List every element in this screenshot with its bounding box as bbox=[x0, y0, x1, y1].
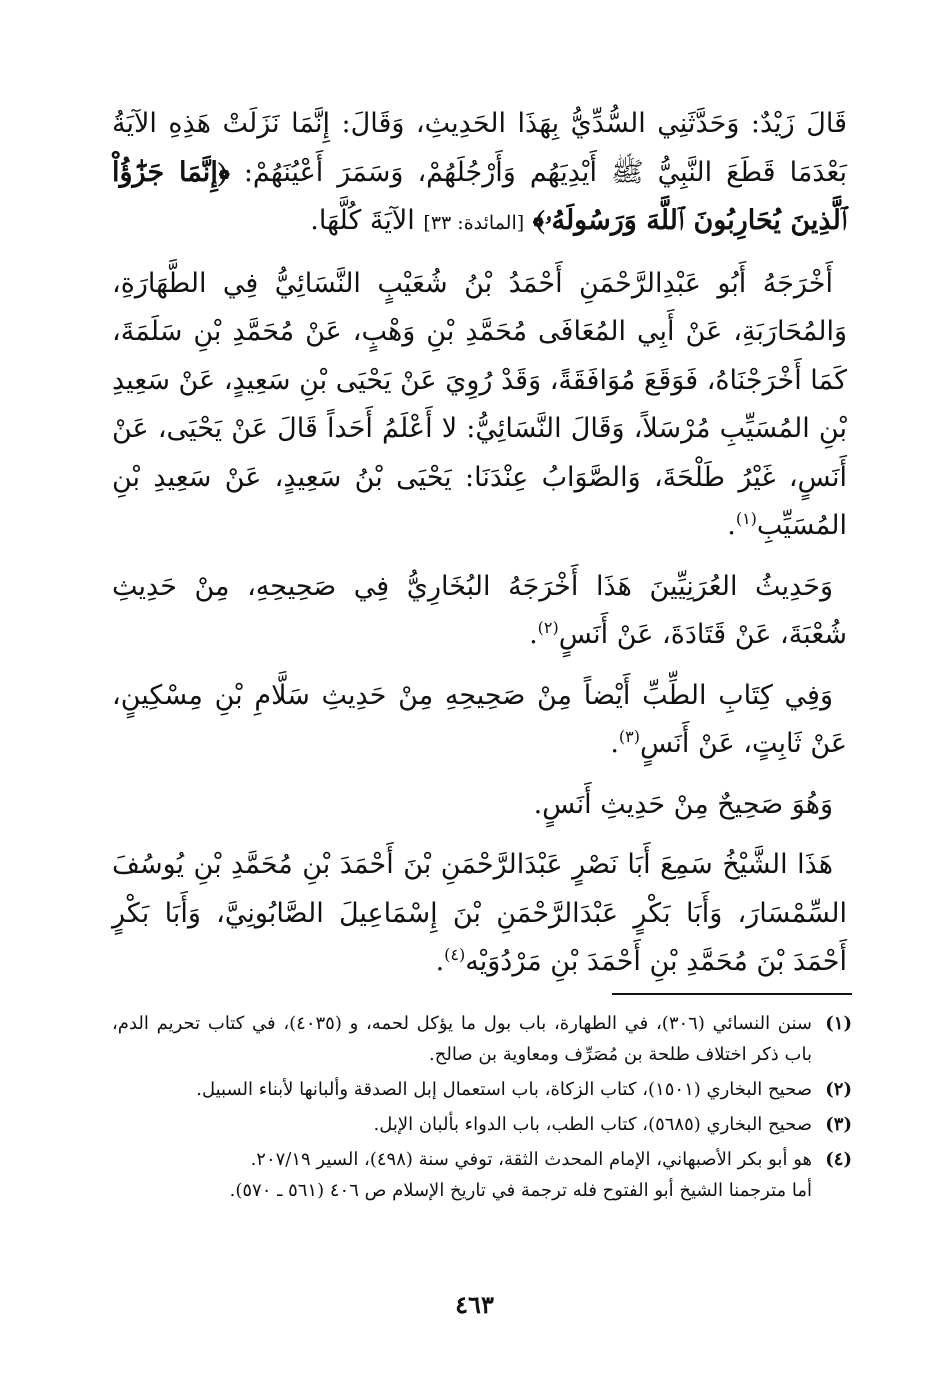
paragraph-5-text: وَهُوَ صَحِيحٌ مِنْ حَدِيثِ أَنَسٍ. bbox=[533, 788, 833, 820]
footnote-ref-1[interactable]: (١) bbox=[735, 509, 757, 528]
paragraph-6-text: هَذَا الشَّيْخُ سَمِعَ أَبَا نَصْرٍ عَبْدَالرَّحْمَنِ بْنَ أَحْمَدَ بْنِ مُحَمَّدِ بْنِ يُوسُفَ السِّمْسَارَ، وَأَبَا بَكْرٍ عَبْدَالرَّحْمَنِ بْنَ إِسْمَاعِيلَ الصَّابُونِيَّ، وَأَبَا بَكْرٍ أَحْمَدَ بْنَ مُحَمَّدِ بْنِ أَحْمَدَ بْنِ مَرْدُوَيْه bbox=[112, 849, 847, 977]
footnote-number: (٣) bbox=[825, 1114, 852, 1135]
footnote-line: هو أبو بكر الأصبهاني، الإمام المحدث الثقة، توفي سنة (٤٩٨)، السير ٢٠٧/١٩. bbox=[250, 1149, 812, 1170]
footnote-ref-4[interactable]: (٤) bbox=[444, 945, 466, 964]
quran-verse: ﴿إِنَّمَا جَزَٰٓؤُاْ ٱلَّذِينَ يُحَارِبُونَ ٱللَّهَ وَرَسُولَهُۥ﴾ bbox=[112, 156, 847, 236]
footnote-2 bbox=[112, 1074, 852, 1105]
paragraph-1-text: قَالَ زَيْدٌ: وَحَدَّثَنِي السُّدِّيُّ بِهَذَا الحَدِيثِ، وَقَالَ: إِنَّمَا نَزَلَتْ هَذِهِ الآيَةُ بَعْدَمَا قَطَعَ النَّبِيُّ ﷺ أَيْدِيَهُم وَأَرْجُلَهُمْ، وَسَمَرَ أَعْيُنَهُمْ: bbox=[112, 108, 848, 188]
footnote-number: (٤) bbox=[825, 1149, 852, 1170]
paragraph-2: أَخْرَجَهُ أَبُو عَبْدِالرَّحْمَنِ أَحْمَدُ بْنُ شُعَيْبٍ النَّسَائِيُّ فِي الطَّهَارَةِ، وَالمُحَارَبَةِ، عَنْ أَبِي المُعَافَى مُحَمَّدِ بْنِ وَهْبٍ، عَنْ مُحَمَّدِ بْنِ سَلَمَةَ، كَمَا أَخْرَجْنَاهُ، فَوَقَعَ مُوَافَقَةً، وَقَدْ رُوِيَ عَنْ يَحْيَى بْنِ سَعِيدٍ، عَنْ سَعِيدِ بْنِ المُسَيِّبِ مُرْسَلاً، وَقَالَ النَّسَائِيُّ: لا أَعْلَمُ أَحَداً قَالَ عَنْ يَحْيَى، عَنْ أَنَسٍ، غَيْرُ طَلْحَةَ، وَالصَّوَابُ عِنْدَنَا: يَحْيَى بْنُ سَعِيدٍ، عَنْ سَعِيدِ بْنِ المُسَيِّبِ$^{(١)}$. bbox=[112, 267, 847, 541]
footnote-ref-3[interactable]: (٣) bbox=[618, 727, 640, 746]
paragraph-4-text: وَفِي كِتَابِ الطِّبِّ أَيْضاً مِنْ صَحِيحِهِ مِنْ حَدِيثِ سَلَّامِ بْنِ مِسْكِينٍ، عَنْ ثَابِتٍ، عَنْ أَنَسٍ bbox=[112, 679, 847, 759]
footnote-number: (٢) bbox=[825, 1079, 852, 1100]
footnote-text bbox=[112, 1144, 812, 1206]
main-text bbox=[112, 100, 847, 999]
paragraph-6: هَذَا الشَّيْخُ سَمِعَ أَبَا نَصْرٍ عَبْدَالرَّحْمَنِ بْنَ أَحْمَدَ بْنِ مُحَمَّدِ بْنِ يُوسُفَ السِّمْسَارَ، وَأَبَا بَكْرٍ عَبْدَالرَّحْمَنِ بْنَ إِسْمَاعِيلَ الصَّابُونِيَّ، وَأَبَا بَكْرٍ أَحْمَدَ بْنَ مُحَمَّدِ بْنِ أَحْمَدَ بْنِ مَرْدُوَيْه$^{(٤)}$. bbox=[112, 849, 847, 977]
footnote-line: صحيح البخاري (٥٦٨٥)، كتاب الطب، باب الدواء بألبان الإبل. bbox=[373, 1114, 812, 1135]
paragraph-2-text: أَخْرَجَهُ أَبُو عَبْدِالرَّحْمَنِ أَحْمَدُ بْنُ شُعَيْبٍ النَّسَائِيُّ فِي الطَّهَارَةِ، وَالمُحَارَبَةِ، عَنْ أَبِي المُعَافَى مُحَمَّدِ بْنِ وَهْبٍ، عَنْ مُحَمَّدِ بْنِ سَلَمَةَ، كَمَا أَخْرَجْنَاهُ، فَوَقَعَ مُوَافَقَةً، وَقَدْ رُوِيَ عَنْ يَحْيَى بْنِ سَعِيدٍ، عَنْ سَعِيدِ بْنِ المُسَيِّبِ مُرْسَلاً، وَقَالَ النَّسَائِيُّ: لا أَعْلَمُ أَحَداً قَالَ عَنْ يَحْيَى، عَنْ أَنَسٍ، غَيْرُ طَلْحَةَ، وَالصَّوَابُ عِنْدَنَا: يَحْيَى بْنُ سَعِيدٍ، عَنْ سَعِيدِ بْنِ المُسَيِّبِ bbox=[112, 267, 847, 541]
footnote-number: (١) bbox=[825, 1013, 852, 1034]
footnotes bbox=[112, 1008, 852, 1210]
paragraph-1 bbox=[112, 100, 847, 248]
page-number: ٤٦٣ bbox=[455, 1290, 494, 1319]
footnote-4 bbox=[112, 1144, 852, 1206]
footnote-1 bbox=[112, 1008, 852, 1070]
verse-reference: [المائدة: ٣٣] bbox=[423, 212, 525, 234]
footnote-divider bbox=[612, 993, 852, 995]
footnote-text bbox=[112, 1008, 812, 1070]
paragraph-4: وَفِي كِتَابِ الطِّبِّ أَيْضاً مِنْ صَحِيحِهِ مِنْ حَدِيثِ سَلَّامِ بْنِ مِسْكِينٍ، عَنْ ثَابِتٍ، عَنْ أَنَسٍ$^{(٣)}$. bbox=[112, 679, 847, 759]
footnote-text bbox=[112, 1074, 812, 1105]
paragraph-3: وَحَدِيثُ العُرَنِيِّينَ هَذَا أَخْرَجَهُ البُخَارِيُّ فِي صَحِيحِهِ، مِنْ حَدِيثِ شُعْبَةَ، عَنْ قَتَادَةَ، عَنْ أَنَسٍ$^{(٢)}$. bbox=[112, 570, 847, 650]
footnote-line: صحيح البخاري (١٥٠١)، كتاب الزكاة، باب استعمال إبل الصدقة وألبانها لأبناء السبيل. bbox=[196, 1079, 812, 1100]
paragraph-1-end: الآيَةَ كُلَّهَا. bbox=[310, 205, 415, 236]
paragraph-3-text: وَحَدِيثُ العُرَنِيِّينَ هَذَا أَخْرَجَهُ البُخَارِيُّ فِي صَحِيحِهِ، مِنْ حَدِيثِ شُعْبَةَ، عَنْ قَتَادَةَ، عَنْ أَنَسٍ bbox=[112, 570, 847, 650]
footnote-line: أما مترجمنا الشيخ أبو الفتوح فله ترجمة في تاريخ الإسلام ص ٤٠٦ (٥٦١ ـ ٥٧٠). bbox=[229, 1180, 812, 1201]
footnote-text bbox=[112, 1109, 812, 1140]
footnote-line: سنن النسائي (٣٠٦)، في الطهارة، باب بول ما يؤكل لحمه، و (٤٠٣٥)، في كتاب تحريم الدم، باب ذكر اختلاف طلحة بن مُصَرِّف ومعاوية بن صالح. bbox=[112, 1013, 813, 1065]
footnote-3 bbox=[112, 1109, 852, 1140]
footnote-ref-2[interactable]: (٢) bbox=[537, 618, 559, 637]
paragraph-5 bbox=[112, 781, 847, 830]
